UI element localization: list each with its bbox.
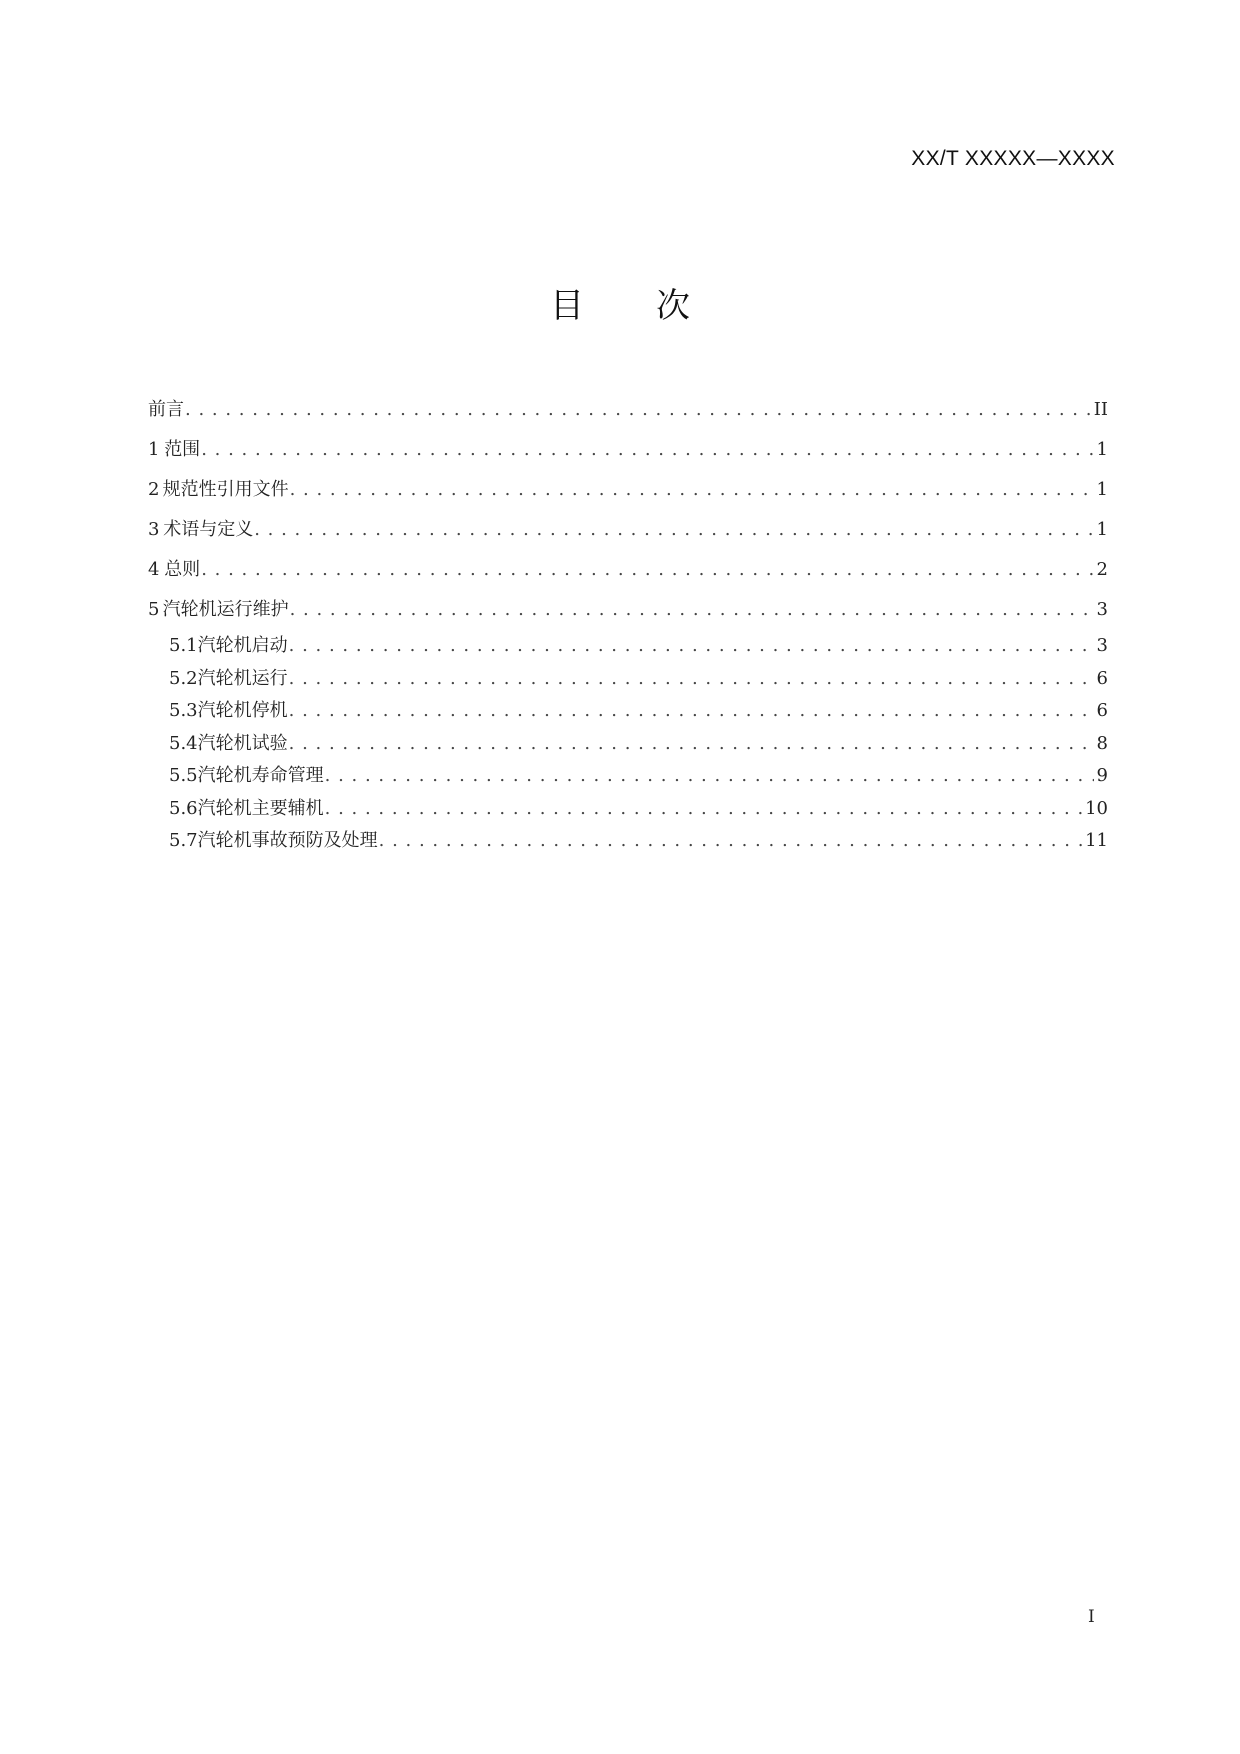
toc-entry-label: 汽轮机启动	[197, 635, 288, 656]
toc-entry-page: 6	[1096, 667, 1108, 689]
dot-leader	[290, 470, 1094, 510]
dot-leader	[201, 550, 1093, 590]
toc-entry-page: 2	[1096, 559, 1108, 580]
dot-leader	[289, 728, 1094, 761]
dot-leader	[290, 590, 1094, 630]
dot-leader	[325, 793, 1082, 826]
toc-entry-number: 5.2	[169, 667, 198, 689]
dot-leader	[289, 663, 1094, 696]
toc-entry-label: 术语与定义	[163, 519, 254, 540]
toc-entry-label: 范围	[164, 439, 201, 460]
toc-entry-label: 规范性引用文件	[162, 479, 289, 500]
toc-entry-label: 总则	[164, 559, 201, 580]
toc-subentry-5-2[interactable]	[148, 663, 1108, 696]
toc-subentry-5-6[interactable]	[148, 793, 1108, 826]
toc-entry-foreword[interactable]	[148, 390, 1108, 430]
toc-entry-number: 3	[148, 519, 160, 540]
toc-entry-page: II	[1093, 399, 1108, 420]
toc-entry-page: 3	[1096, 599, 1108, 620]
toc-subentry-5-5[interactable]	[148, 760, 1108, 793]
toc-entry-label: 前言	[148, 399, 184, 420]
toc-entry-page: 11	[1085, 830, 1108, 851]
toc-title-char-2: 次	[656, 286, 690, 326]
toc-entry-label: 汽轮机寿命管理	[197, 765, 324, 786]
toc-entry-page: 10	[1085, 797, 1108, 819]
toc-entry-number: 5	[148, 599, 160, 620]
toc-entry-label: 汽轮机停机	[197, 700, 288, 721]
toc-entry-label: 汽轮机试验	[197, 732, 288, 754]
dot-leader	[185, 390, 1091, 430]
toc-entry-number: 2	[148, 479, 160, 500]
toc-entry-number: 5.6	[169, 797, 198, 819]
toc-subentry-5-3[interactable]	[148, 695, 1108, 728]
toc-entry-page: 1	[1096, 479, 1108, 500]
dot-leader	[325, 760, 1094, 793]
toc-entry-2[interactable]	[148, 470, 1108, 510]
toc-subentry-5-4[interactable]	[148, 728, 1108, 761]
toc-entry-page: 6	[1096, 700, 1108, 721]
toc-entry-number: 5.1	[169, 635, 198, 656]
toc-entry-number: 5.7	[169, 830, 198, 851]
toc-entry-page: 8	[1096, 732, 1108, 754]
toc-subentry-5-1[interactable]	[148, 630, 1108, 663]
toc-entry-1[interactable]	[148, 430, 1108, 470]
dot-leader	[289, 630, 1094, 663]
toc-entry-number: 4	[148, 559, 160, 580]
table-of-contents	[148, 390, 1108, 858]
toc-entry-page: 3	[1096, 635, 1108, 656]
toc-entry-page: 1	[1096, 519, 1108, 540]
toc-entry-4[interactable]	[148, 550, 1108, 590]
toc-entry-page: 9	[1096, 765, 1108, 786]
toc-entry-label: 汽轮机运行维护	[162, 599, 289, 620]
dot-leader	[289, 695, 1094, 728]
toc-entry-number: 5.5	[169, 765, 198, 786]
toc-subentry-5-7[interactable]	[148, 825, 1108, 858]
dot-leader	[254, 510, 1093, 550]
toc-entry-label: 汽轮机主要辅机	[197, 797, 324, 819]
page-number: I	[1088, 1607, 1095, 1627]
toc-title-char-1: 目	[550, 286, 584, 326]
toc-entry-page: 1	[1096, 439, 1108, 460]
toc-entry-label: 汽轮机运行	[197, 667, 288, 689]
toc-title	[0, 278, 1240, 327]
dot-leader	[201, 430, 1093, 470]
toc-entry-number: 5.4	[169, 732, 198, 754]
toc-entry-label: 汽轮机事故预防及处理	[197, 830, 378, 851]
toc-entry-number: 5.3	[169, 700, 198, 721]
dot-leader	[379, 825, 1082, 858]
standard-code-header: XX/T XXXXX—XXXX	[911, 147, 1115, 170]
toc-entry-number: 1	[148, 439, 160, 460]
toc-entry-5[interactable]	[148, 590, 1108, 630]
toc-entry-3[interactable]	[148, 510, 1108, 550]
